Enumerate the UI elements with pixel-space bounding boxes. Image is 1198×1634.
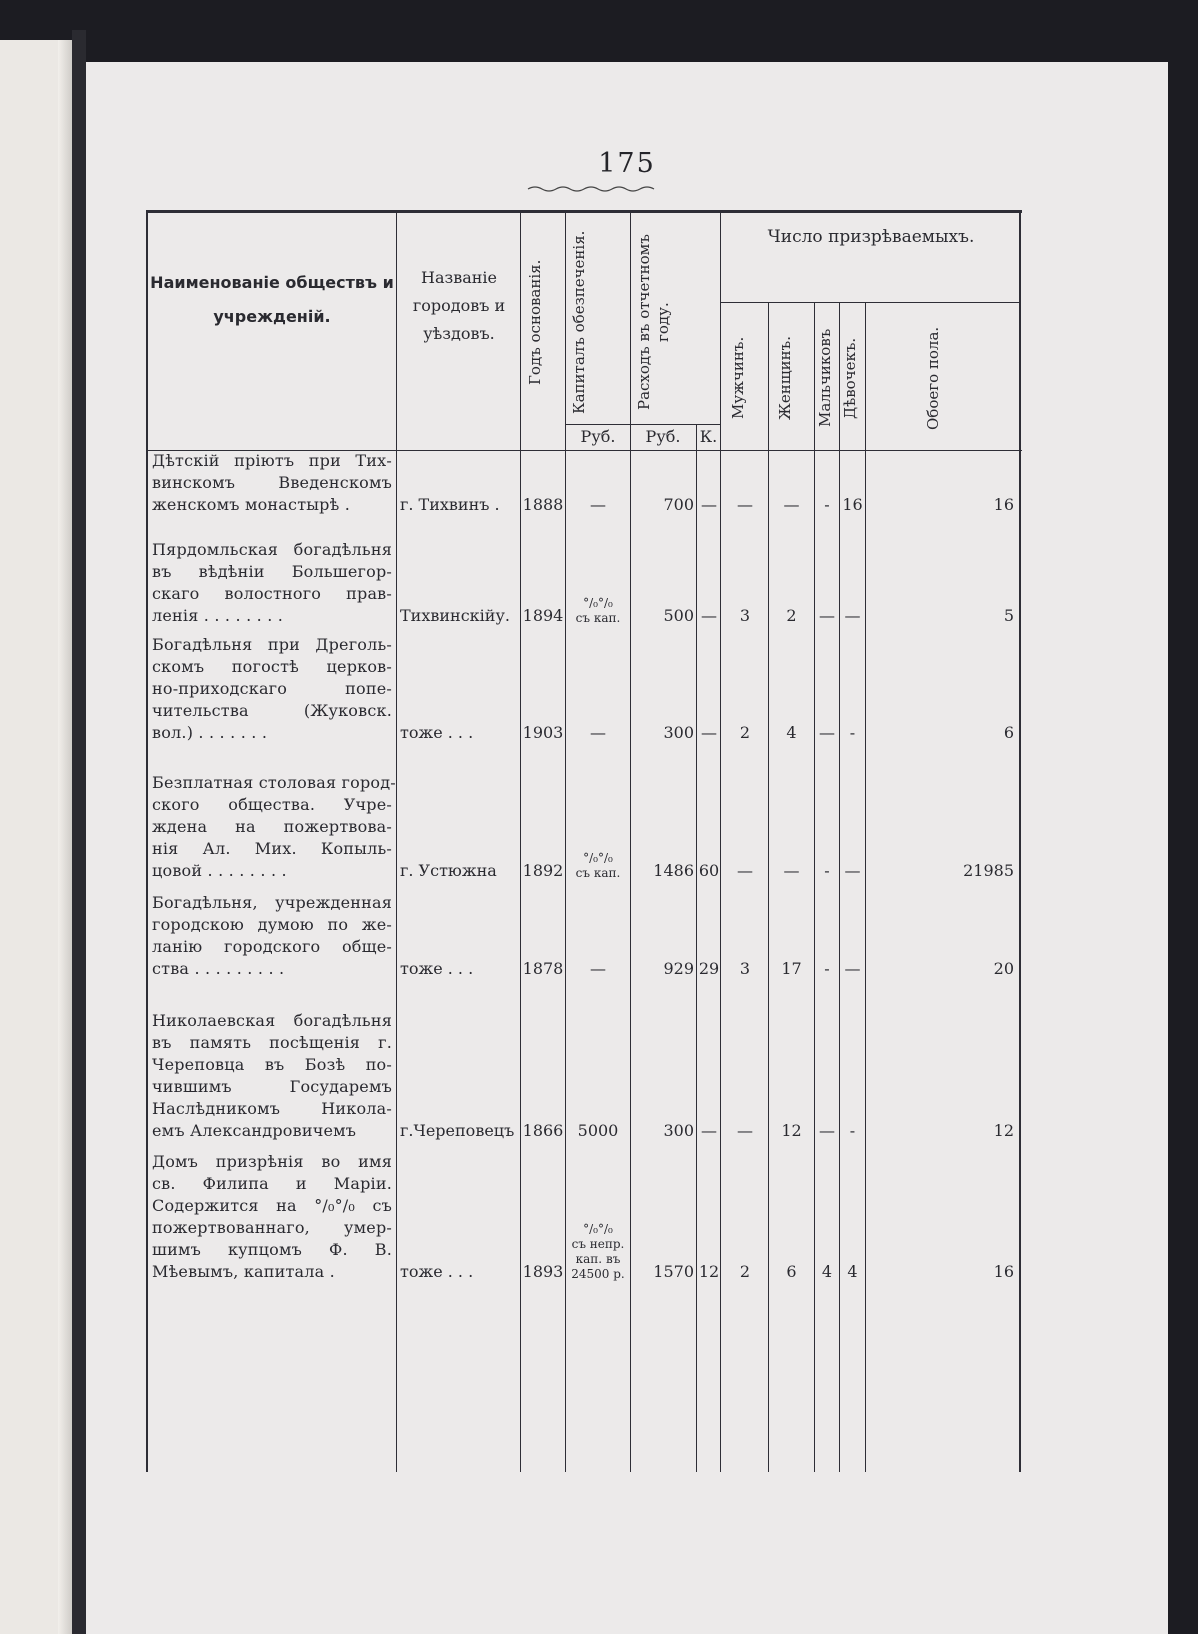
table-right-rule	[1019, 210, 1021, 1472]
table-top-rule	[146, 210, 1022, 213]
cell-both: 6	[1003, 723, 1014, 742]
cell-both: 20	[993, 959, 1014, 978]
statistics-table	[146, 210, 1022, 1472]
row-name-line: Мѣевымъ, капитала .	[152, 1262, 335, 1281]
cell-boys: -	[824, 495, 830, 514]
row-name-line: въ память посѣщенія г.	[152, 1033, 392, 1052]
row-name-line: ства . . . . . . . . .	[152, 959, 285, 978]
cell-both: 16	[993, 495, 1014, 514]
cell-kop: —	[701, 1121, 717, 1140]
header-men: Мужчинъ.	[729, 336, 747, 420]
cell-kop: 12	[698, 1262, 720, 1281]
col-rule-year	[520, 210, 521, 1472]
cell-men: —	[737, 861, 753, 880]
cell-girls: 16	[842, 495, 863, 514]
row-name-line: пожертвованнаго, умер-	[152, 1218, 392, 1237]
cell-rub: 300	[663, 1121, 694, 1140]
cell-kop: 60	[698, 861, 720, 880]
cell-girls: —	[844, 861, 861, 880]
cell-year: 1894	[522, 606, 564, 625]
row-name-line: ждена на пожертвова-	[152, 817, 392, 836]
cell-both: 5	[1003, 606, 1014, 625]
cell-town: тоже . . .	[400, 1262, 474, 1281]
cell-kop: —	[701, 723, 717, 742]
row-name-line: Домъ призрѣнія во имя	[152, 1152, 392, 1171]
header-year: Годъ основанія.	[526, 259, 544, 385]
cell-town: г.Череповецъ	[400, 1121, 515, 1140]
cell-men: 2	[739, 1262, 751, 1281]
row-name-line: но-приходскаго попе-	[152, 679, 392, 698]
cell-girls: -	[849, 723, 856, 742]
cell-boys: -	[824, 959, 830, 978]
cell-year: 1878	[522, 959, 564, 978]
row-name-line: городскою думою по же-	[152, 915, 392, 934]
row-name-line: скомъ погостѣ церков-	[152, 657, 392, 676]
cell-capital: °/₀°/₀	[583, 1222, 613, 1236]
row-name-line: чившимъ Государемъ	[152, 1077, 392, 1096]
header-name: Наименованіе обществъ и учрежденій.	[150, 273, 394, 326]
header-group: Число призрѣваемыхъ.	[767, 227, 975, 247]
book-page	[86, 62, 1168, 1634]
cell-town: г. Устюжна	[400, 861, 497, 880]
cell-town: тоже . . .	[400, 959, 474, 978]
row-name-line: шимъ купцомъ Ф. В.	[152, 1240, 392, 1259]
header-boys: Мальчиковъ	[816, 328, 834, 428]
cell-rub: 700	[663, 495, 694, 514]
cell-year: 1903	[522, 723, 564, 742]
row-name-line: Пярдомльская богадѣльня	[152, 540, 392, 559]
col-rule-both	[865, 302, 866, 1472]
row-name-line: Богадѣльня, учрежденная	[152, 893, 392, 912]
cell-capital: —	[590, 723, 606, 742]
cell-capital: съ непр.	[571, 1237, 625, 1251]
cell-girls: —	[844, 606, 861, 625]
book-gutter	[72, 30, 86, 1634]
header-capital: Капиталъ обезпеченія.	[570, 230, 588, 414]
row-name-line: цовой . . . . . . . .	[152, 861, 287, 880]
header-both: Обоего пола.	[924, 326, 942, 430]
header-town: Названіе городовъ и уѣздовъ.	[412, 268, 506, 343]
header-girls: Дѣвочекъ.	[841, 337, 859, 419]
cell-capital: съ кап.	[575, 611, 621, 625]
cell-capital: °/₀°/₀	[583, 851, 613, 865]
cell-capital: —	[590, 495, 606, 514]
cell-women: 2	[786, 606, 797, 625]
unit-rule	[565, 424, 720, 425]
cell-boys: —	[819, 606, 835, 625]
row-name-line: Николаевская богадѣльня	[152, 1011, 392, 1030]
cell-boys: —	[819, 723, 835, 742]
cell-rub: 1486	[653, 861, 694, 880]
cell-capital: кап. въ	[575, 1252, 621, 1266]
cell-town: Тихвинскійу.	[400, 606, 510, 625]
col-rule-girls	[839, 302, 840, 1472]
cell-both: 21985	[963, 861, 1014, 880]
cell-men: —	[737, 1121, 753, 1140]
cell-kop: —	[701, 495, 717, 514]
header-expense: Расходъ въ отчетномъ году.	[635, 234, 672, 410]
cell-year: 1866	[522, 1121, 564, 1140]
cell-boys: —	[819, 1121, 835, 1140]
cell-both: 12	[993, 1121, 1014, 1140]
cell-capital: 24500 р.	[571, 1267, 625, 1281]
row-name-line: вол.) . . . . . . .	[152, 723, 268, 742]
row-name-line: чительства (Жуковск.	[152, 701, 392, 720]
row-name-line: емъ Александровичемъ	[152, 1121, 357, 1140]
facing-page	[0, 40, 72, 1634]
col-rule-kop	[696, 424, 697, 1472]
row-name-line: въ вѣдѣніи Большегор-	[152, 562, 392, 581]
row-name-line: скаго волостного прав-	[152, 584, 392, 603]
row-name-line: Череповца въ Бозѣ по-	[152, 1055, 392, 1074]
row-name-line: ланію городского обще-	[152, 937, 392, 956]
cell-girls: 4	[847, 1262, 858, 1281]
cell-rub: 1570	[653, 1262, 694, 1281]
cell-year: 1888	[522, 495, 564, 514]
col-rule-capital	[565, 210, 566, 1472]
row-name-line: винскомъ Введенскомъ	[152, 473, 392, 492]
cell-women: —	[783, 861, 800, 880]
cell-men: 3	[739, 606, 751, 625]
cell-kop: 29	[698, 959, 720, 978]
page-number: 175	[598, 148, 656, 179]
header-expense-rub: Руб.	[645, 427, 681, 446]
row-name-line: св. Филипа и Маріи.	[152, 1174, 392, 1193]
row-name-line: Содержится на °/₀°/₀ съ	[152, 1196, 392, 1215]
row-name-line: ленія . . . . . . . .	[152, 606, 284, 625]
cell-capital: —	[590, 959, 606, 978]
row-name-line: Наслѣдникомъ Никола-	[152, 1099, 392, 1118]
cell-men: 3	[739, 959, 751, 978]
cell-rub: 300	[663, 723, 694, 742]
table-left-rule	[146, 210, 148, 1472]
page-number-ornament	[526, 184, 656, 194]
cell-girls: —	[844, 959, 861, 978]
row-name-line: Дѣтскій пріютъ при Тих-	[152, 451, 392, 470]
row-name-line: ского общества. Учре-	[152, 795, 392, 814]
cell-kop: —	[701, 606, 717, 625]
cell-capital: 5000	[577, 1121, 619, 1140]
cell-year: 1893	[522, 1262, 564, 1281]
cell-year: 1892	[522, 861, 564, 880]
facing-page-edge	[58, 40, 72, 1634]
row-name-line: женскомъ монастырѣ .	[152, 495, 351, 514]
cell-women: 6	[786, 1262, 797, 1281]
cell-boys: 4	[821, 1262, 833, 1281]
col-rule-boys	[814, 302, 815, 1472]
row-name-line: Безплатная столовая город-	[152, 773, 396, 792]
row-name-line: Богадѣльня при Дреголь-	[152, 635, 392, 654]
col-rule-town	[396, 210, 397, 1472]
cell-women: 4	[786, 723, 797, 742]
cell-rub: 500	[663, 606, 694, 625]
cell-women: 17	[781, 959, 802, 978]
header-expense-kop: К.	[699, 427, 718, 446]
cell-rub: 929	[663, 959, 694, 978]
cell-town: тоже . . .	[400, 723, 474, 742]
group-header-rule	[720, 302, 1020, 303]
header-women: Женщинъ.	[776, 336, 794, 420]
cell-women: —	[783, 495, 800, 514]
cell-both: 16	[993, 1262, 1014, 1281]
cell-boys: -	[824, 861, 830, 880]
cell-women: 12	[781, 1121, 802, 1140]
cell-girls: -	[849, 1121, 856, 1140]
cell-capital: съ кап.	[575, 866, 621, 880]
header-capital-unit: Руб.	[580, 427, 616, 446]
cell-men: —	[737, 495, 753, 514]
cell-men: 2	[739, 723, 751, 742]
cell-capital: °/₀°/₀	[583, 596, 613, 610]
col-rule-expense	[630, 210, 631, 1472]
col-rule-women	[768, 302, 769, 1472]
row-name-line: нія Ал. Мих. Копыль-	[152, 839, 392, 858]
col-rule-men	[720, 210, 721, 1472]
cell-town: г. Тихвинъ .	[400, 495, 500, 514]
